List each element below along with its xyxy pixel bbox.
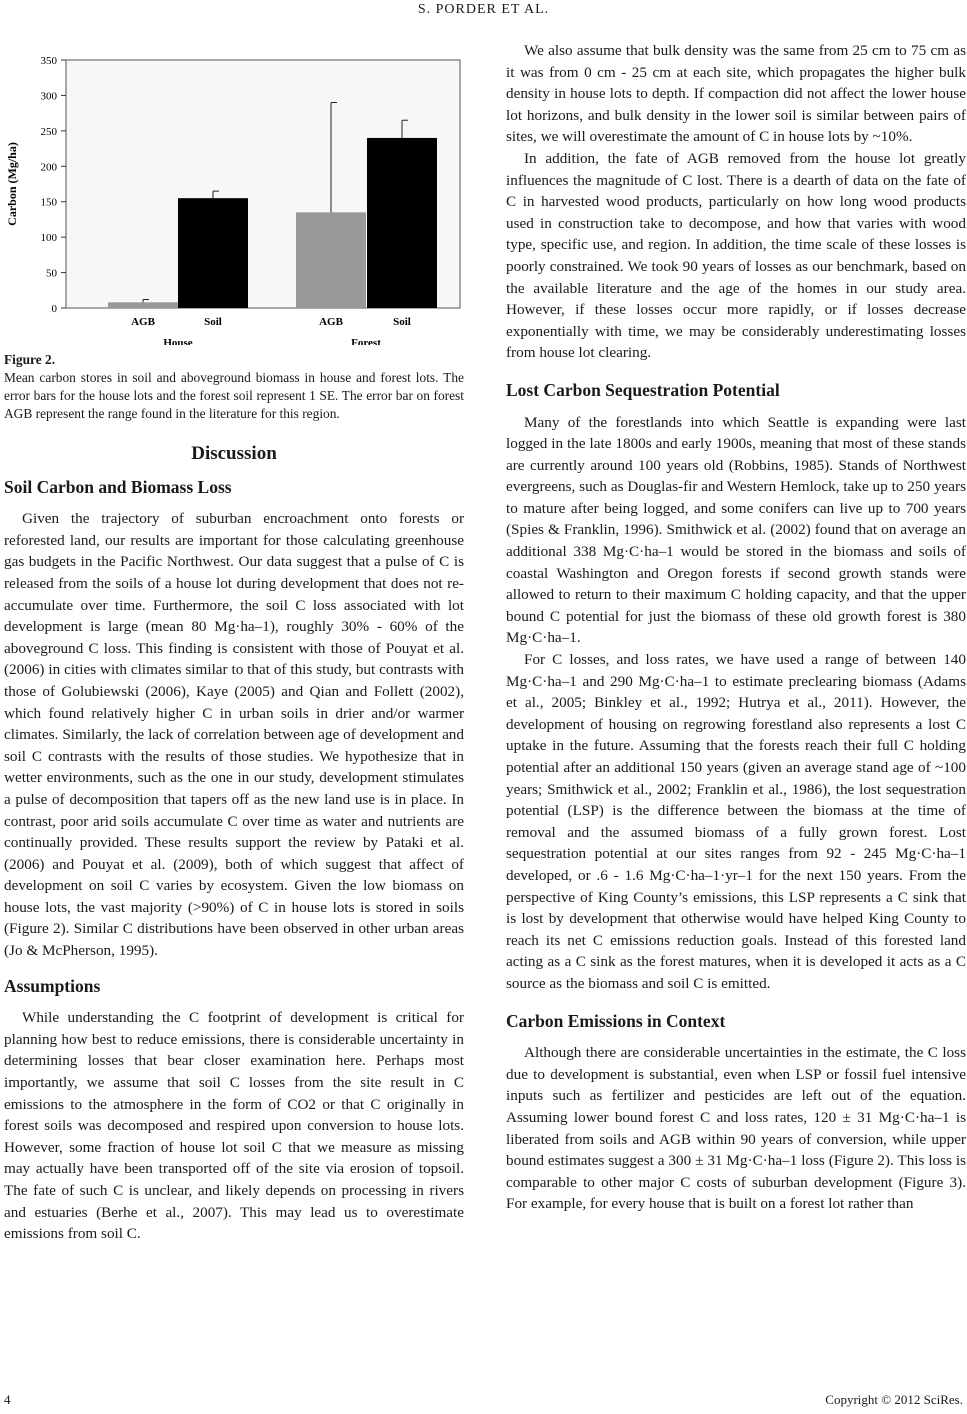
bar-house-agb — [108, 302, 178, 308]
y-tick-label: 100 — [40, 232, 57, 245]
bar-forest-soil — [367, 138, 437, 308]
figure-2-chart — [4, 40, 464, 345]
paragraph-bulk-density: We also assume that bulk density was the same from 25 cm to 75 cm as it was from 0 cm - 25 cm at each site, which propagates the higher bulk density in house lots to depth. If compaction did not affect the lower house lot horizons, and bulk density in the lower soil is similar between pairs of sites, we will overestimate the amount of C in house lots by ~10%. — [506, 42, 966, 146]
subsection-heading-assumptions: Assumptions — [4, 975, 101, 996]
paragraph-loss-rates: For C losses, and loss rates, we have used a range of between 140 Mg·C·ha–1 and 290 Mg·C·ha–1 to estimate preclearing biomass (Adams et al., 2005; Binkley et al., 1992; Hutrya et al., 2011). However, the development of housing on regrowing forestland also represents a lost C uptake in the future. Assuming that the forests reach their full C holding potential after an additional 150 years (given an average stand age of ~100 years; Smithwick et al., 2002; Franklin et al., 1986), the lost sequestration potential (LSP) is the difference between the biomass at the time of removal and the assumed biomass of a fully grown forest. Lost sequestration potential at our sites ranges from 92 - 245 Mg·C·ha–1 developed, or .6 - 1.6 Mg·C·ha–1·yr–1 for the next 150 years. From the perspective of King County’s emissions, this LSP represents a C sink that is lost by development that otherwise would have helped King County to reach its net C emissions reduction goals. Instead of this forested land acting as a C sink as the forest matures, when it is developed it acts as a C source as the biomass and soil C is emitted. — [506, 651, 966, 992]
paragraph-agb-fate: In addition, the fate of AGB removed from the house lot greatly influences the magnitude of C lost. There is a dearth of data on the fate of C in harvested wood products, particularly on how long wood products used in construction take to decompose, and how that varies with wood type, specific use, and region. In addition, the time scale of these losses is poorly constrained. We took 90 years of losses as our benchmark, based on the available literature and the age of the homes in our study area. However, if these losses occur more rapidly, or if losses decrease exponentially with time, we may be considerably underestimating losses from house lot clearing. — [506, 149, 966, 362]
copyright-notice: Copyright © 2012 SciRes. — [825, 1392, 963, 1407]
y-axis-label: Carbon (Mg/ha) — [5, 142, 19, 226]
paragraph-forest-age: Many of the forestlands into which Seattle is expanding were last logged in the late 1800s and early 1900s, meaning that most of these stands are currently around 100 years old (Robbins, 1985). Stands of Northwest evergreens, such as Douglas-fir and Western Hemlock, take up to 250 years to mature after being logged, and some conifers can live up to 700 years (Spies & Franklin, 1996). Smithwick et al. (2002) found that on average an additional 338 Mg·C·ha–1 would be stored in the biomass and soils of coastal Washington and Oregon forests if second growth stands were allowed to return to their maximum C holding capacity, and that the upper bound C potential for just the biomass of these old growth forest is 380 Mg·C·ha–1. — [506, 413, 966, 647]
y-tick-label: 150 — [40, 196, 57, 209]
bar-house-soil — [178, 198, 248, 308]
y-tick-label: 50 — [46, 267, 57, 280]
bar-label: AGB — [131, 316, 155, 328]
bar-label: Soil — [204, 316, 222, 328]
page-number: 4 — [4, 1392, 11, 1407]
group-label: Forest — [351, 337, 381, 345]
figure-caption — [4, 351, 464, 423]
y-tick-label: 300 — [40, 90, 57, 103]
subsection-heading-lost-sequestration: Lost Carbon Sequestration Potential — [506, 379, 780, 400]
y-tick-label: 350 — [40, 55, 57, 67]
bar-forest-agb — [296, 212, 366, 308]
paragraph-assumptions: While understanding the C footprint of development is critical for planning how best to reduce emissions, there is considerable uncertainty in determining losses that bear closer examination here. Perhaps most importantly, we assume that soil C losses from the site result in C emissions to the atmosphere in the form of CO2 or that C originally in forest soils was decomposed and respired upon conversion to house lots. However, some fraction of house lot soil C that we measure as missing may actually have been transported off of the site via erosion of topsoil. The fate of such C is unclear, and likely depends on processing in rivers and estuaries (Berhe et al., 2007). This may lead us to overestimate emissions from soil C. — [4, 1009, 464, 1243]
y-tick-label: 200 — [40, 161, 57, 174]
section-heading-discussion: Discussion — [191, 443, 277, 464]
group-label: House — [163, 337, 193, 345]
bar-chart — [4, 40, 464, 345]
paragraph-emissions-context: Although there are considerable uncertainties in the estimate, the C loss due to development is substantial, even when LSP or fossil fuel intensive inputs such as fertilizer and pesticides are left out of the equation. Assuming lower bound forest C and loss rates, 120 ± 31 Mg·C·ha–1 is liberated from soils and AGB within 90 years of conversion, while upper bound estimates suggest a 300 ± 31 Mg·C·ha–1 loss (Figure 2). This loss is comparable to other major C costs of suburban development (Figure 3). For example, for every house that is built on a forest lot rather than — [506, 1044, 966, 1213]
right-column — [506, 40, 966, 1215]
subsection-heading-emissions-context: Carbon Emissions in Context — [506, 1010, 726, 1031]
bar-label: Soil — [393, 316, 411, 328]
y-tick-label: 250 — [40, 125, 57, 138]
left-column — [4, 40, 464, 1245]
y-tick-label: 0 — [51, 303, 57, 315]
subsection-heading-soil-carbon: Soil Carbon and Biomass Loss — [4, 476, 232, 497]
figure-label: Figure 2. — [4, 352, 56, 367]
paragraph-soil-carbon: Given the trajectory of suburban encroachment onto forests or reforested land, our results are important for those calculating greenhouse gas budgets in the Pacific Northwest. Our data suggest that a pulse of C is released from the soils of a house lot during development that does not re-accumulate over time. Furthermore, the soil C loss associated with lot development is large (mean 80 Mg·ha–1), roughly 30% - 60% of the aboveground C loss. This finding is consistent with those of Pouyat et al. (2006) in cities with climates similar to that of this study, but contrasts with those of Golubiewski (2006), Kaye (2005) and Qian and Follett (2002), which found relatively higher C in urban soils in drier and/or warmer climates. Similarly, the lack of correlation between age of development and soil C contrasts with the results of those studies. We hypothesize that in wetter environments, such as the one in our study, development stimulates a pulse of decomposition that tapers off as the new land use is in place. In contrast, poor arid soils accumulate C over time as water and nutrients are continually provided. These results support the review by Pataki et al. (2006) and Pouyat et al. (2009), both of which suggest that affect of development on soil C varies by ecosystem. Given the low biomass on house lots, the vast majority (>90%) of C in house lots is stored in soils (Figure 2). Similar C distributions have been observed in other urban areas (Jo & McPherson, 1995). — [4, 510, 464, 960]
figure-caption-text: Mean carbon stores in soil and aboveground biomass in house and forest lots. The error bars for the house lots and the forest soil represent 1 SE. The error bar on forest AGB represent the range found in the literature for this region. — [4, 370, 464, 421]
bar-label: AGB — [319, 316, 343, 328]
running-header: S. PORDER ET AL. — [417, 2, 550, 17]
